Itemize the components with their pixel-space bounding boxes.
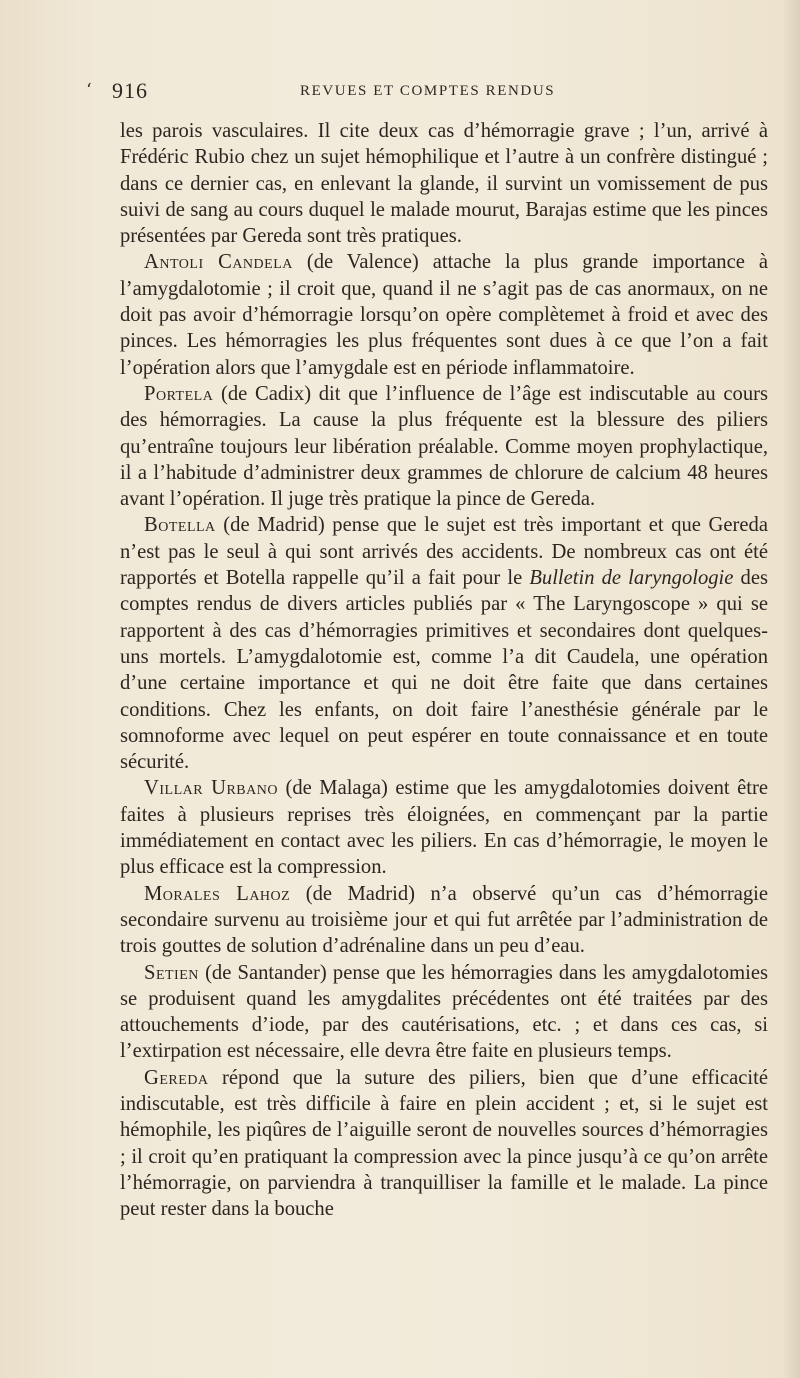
paragraph-portela: [120, 381, 768, 512]
speaker-name: Portela: [144, 382, 214, 405]
paragraph-text: les parois vasculaires. Il cite deux cas d’hémorragie grave ; l’un, arrivé à Frédéric Rubio chez un sujet hémophilique et l’autre à un confrère distingué ; dans ce dernier cas, en enlevant la glande, il survint un vomissement de pus suivi de sang au cours duquel le malade mourut, Barajas estime que les pinces présentées par Gereda sont très pratiques.: [120, 120, 768, 248]
paragraph-antoli-candela: [120, 249, 768, 380]
paragraph-botella: [120, 512, 768, 775]
paragraph-text: (de Madrid) n’a observé qu’un cas d’hémorragie secondaire survenu au troisième jour et qui fut arrêtée par l’administration de trois gouttes de solution d’adrénaline dans un peu d’eau.: [120, 882, 769, 958]
paragraph-barajas-continuation: [120, 118, 768, 249]
page-number: 916: [112, 78, 148, 103]
paragraph-text: (de Madrid) pense que le sujet est très important et que Gereda n’est pas le seul à qui sont arrivés des accidents. De nombreux cas ont été rapportés et Botella rappelle qu’il a fait pour le: [120, 514, 768, 590]
paragraph-setien: [120, 960, 768, 1065]
speaker-name: Antoli Candela: [144, 251, 293, 274]
paragraph-gereda: [120, 1065, 768, 1223]
speaker-name: Morales Lahoz: [144, 882, 291, 905]
running-head: REVUES ET COMPTES RENDUS: [300, 83, 556, 99]
article-body: [120, 118, 768, 1222]
paragraph-morales-lahoz: [120, 881, 768, 960]
paragraph-text: des comptes rendus de divers articles publiés par « The Laryngoscope » qui se rapportent à des cas d’hémorragies primitives et secondaires dont quelques-uns mortels. L’amygdalotomie est, comme l’a dit Caudela, une opération d’une certaine importance et qui ne doit être faite que dans certaines conditions. Chez les enfants, on doit faire l’anesthésie générale par le somnoforme avec lequel on peut espérer en toute connaissance et en toute sécurité.: [120, 567, 768, 774]
margin-mark: ‘: [86, 80, 92, 101]
paragraph-villar-urbano: [120, 775, 768, 880]
speaker-name: Gereda: [144, 1066, 209, 1089]
page-edge-shadow: [782, 0, 800, 1378]
speaker-name: Botella: [144, 514, 216, 537]
paragraph-text: répond que la suture des piliers, bien que d’une efficacité indiscutable, est très difficile à faire en plein accident ; et, si le sujet est hémophile, les piqûres de l’aiguille seront de nouvelles sources d’hémorragies ; il croit qu’en pratiquant la compression avec la pince jusqu’à ce qu’on arrête l’hémorragie, on parviendra à tranquilliser la famille et le malade. La pince peut rester dans la bouche: [120, 1066, 768, 1221]
page-header: [86, 80, 686, 108]
journal-title: Bulletin de laryngologie: [529, 567, 734, 590]
paragraph-text: (de Cadix) dit que l’influence de l’âge est indiscutable au cours des hémorragies. La cause la plus fréquente est la blessure des piliers qu’entraîne toujours leur libération préalable. Comme moyen prophylactique, il a l’habitude d’administrer deux grammes de chlorure de calcium 48 heures avant l’opération. Il juge très pratique la pince de Gereda.: [120, 382, 768, 511]
paragraph-text: (de Malaga) estime que les amygdalotomies doivent être faites à plusieurs reprises très éloignées, en commençant par la partie immédiatement en contact avec les piliers. En cas d’hémorragie, le moyen le plus efficace est la compression.: [120, 777, 768, 879]
paragraph-text: (de Santander) pense que les hémorragies dans les amygdalotomies se produisent quand les amygdalites précédentes ont été traitées par des attouchements d’iode, par des cautérisations, etc. ; et dans ces cas, si l’extirpation est nécessaire, elle devra être faite en plusieurs temps.: [120, 961, 768, 1063]
speaker-name: Villar Urbano: [144, 777, 278, 800]
paragraph-text: (de Valence) attache la plus grande importance à l’amygdalotomie ; il croit que, quand il ne s’agit pas de cas anormaux, on ne doit pas avoir d’hémorragie lorsqu’on opère complètemet à froid et avec des pinces. Les hémorragies les plus fréquentes sont dues à ce que l’on a fait l’opération alors que l’amygdale est en période inflammatoire.: [120, 251, 768, 379]
speaker-name: Setien: [144, 961, 199, 984]
